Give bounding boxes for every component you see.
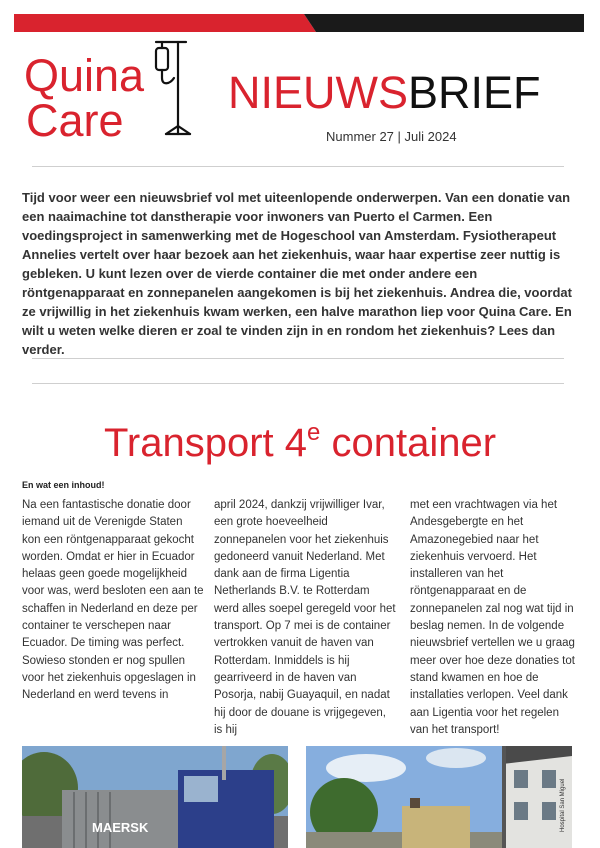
container-label: MAERSK xyxy=(92,820,149,835)
hospital-sign: Hospital San Miguel xyxy=(560,778,566,832)
article-column-2: april 2024, dankzij vrijwilliger Ivar, een grote hoeveelheid zonnepanelen voor het ziekenhuis gedoneerd vanuit Nederland. Met dank aan de firma Ligentia Netherlands B.V. te Rotterdam werd alles soepel geregeld voor het transport. Op 7 mei is de container vertrokken vanuit de haven van Rotterdam. Inmiddels is hij gearriveerd in de haven van Posorja, nabij Guayaquil, en nadat hij door de douane is vrijgegeven, is hij xyxy=(214,499,396,736)
article-title xyxy=(0,408,600,468)
article-subheading: En wat een inhoud! xyxy=(22,480,105,490)
newsletter-masthead xyxy=(228,67,541,118)
article-title-end: container xyxy=(320,421,497,465)
issue-number: Nummer 27 | Juli 2024 xyxy=(326,129,457,144)
intro-paragraph: Tijd voor weer een nieuwsbrief vol met uiteenlopende onderwerpen. Van een donatie van een naaimachine tot danstherapie voor inwoners van Puerto el Carmen. Een voedingsproject in samenwerking met de Hogeschool van Amsterdam. Fysiotherapeut Annelies vertelt over haar bezoek aan het ziekenhuis, waar haar expertise zeer nuttig is gebleken. U kunt lezen over de vierde container die met onder andere een röntgenapparaat en zonnepanelen aangekomen is bij het ziekenhuis. Andrea die, voordat ze vrijwillig in het ziekenhuis kwam werken, een halve marathon liep voor Quina Care. En wilt u weten welke dieren er zoal te vinden zijn in en rondom het ziekenhuis? Lees dan verder. xyxy=(22,190,572,357)
header-bar-black xyxy=(304,14,584,32)
shipping-container-photo xyxy=(22,746,288,848)
article-column-3: met een vrachtwagen via het Andesgebergte en het Amazonegebied naar het ziekenhuis vervoerd. Het installeren van het röntgenapparaat en de zonnepanelen zal nog wat tijd in beslag nemen. In de volgende nieuwsbrief vertellen we u graag meer over hoe deze donaties tot stand kwamen en hoe de installaties verlopen. Veel dank aan Ligentia voor het regelen van het transport! xyxy=(410,499,575,736)
header-bar-red xyxy=(14,14,316,32)
divider xyxy=(32,383,564,384)
hospital-building-photo xyxy=(306,746,572,848)
quina-care-logo xyxy=(24,38,199,146)
logo-word-quina: Quina xyxy=(24,50,145,101)
header-bar xyxy=(14,14,584,32)
masthead-title-red: NIEUWS xyxy=(228,67,408,118)
divider xyxy=(32,166,564,167)
article-column-1: Na een fantastische donatie door iemand uit de Verenigde Staten kon een röntgenapparaat gekocht worden. Omdat er hier in Ecuador helaas geen goede mogelijkheid voor was, werd besloten een aan te schaffen in Nederland en deze per container te verschepen naar Ecuador. De timing was perfect. Sowieso stonden er nog spullen voor het ziekenhuis opgeslagen in Nederland en werd tevens in xyxy=(22,499,204,702)
article-title-main: Transport 4 xyxy=(103,421,307,465)
iv-drip-stand-icon xyxy=(152,38,197,140)
photo-container-truck xyxy=(22,746,288,848)
article-title-superscript: e xyxy=(307,419,321,446)
divider xyxy=(32,358,564,359)
photo-hospital-arrival xyxy=(306,746,572,848)
logo-word-care: Care xyxy=(26,95,124,146)
masthead-title-black: BRIEF xyxy=(408,67,541,118)
